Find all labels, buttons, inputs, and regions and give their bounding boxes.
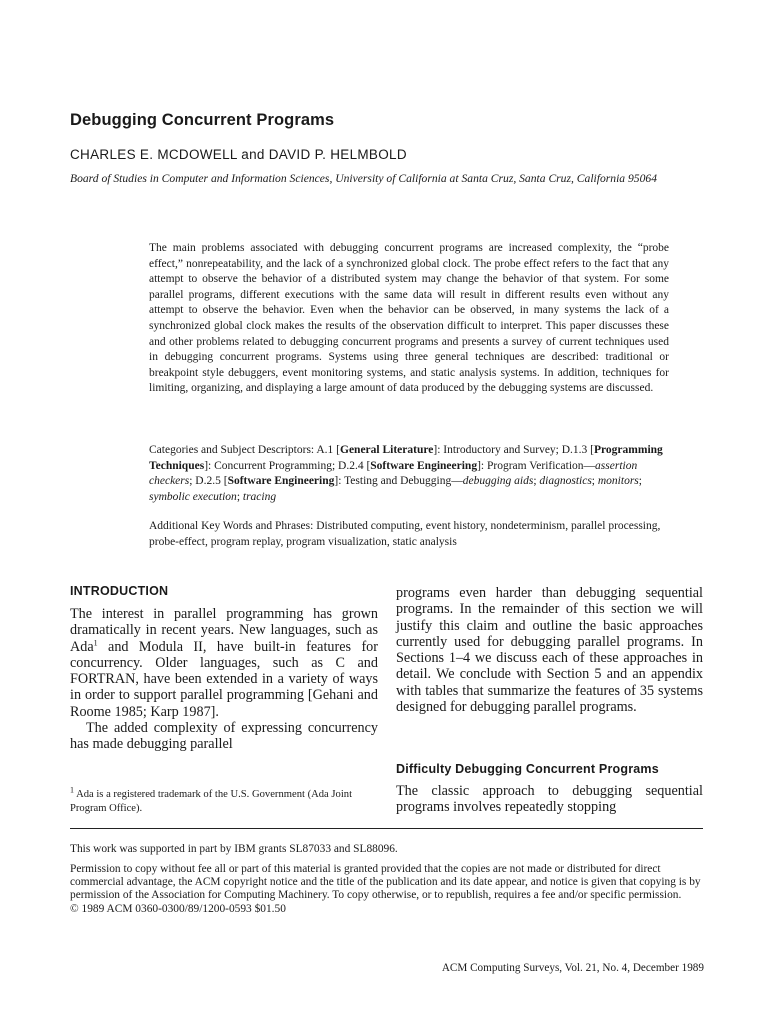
footnote-number: 1 xyxy=(70,785,74,795)
footnote-marker: 1 xyxy=(93,637,98,647)
categories-text-5: ]: Testing and Debugging— xyxy=(334,475,463,487)
category-assertion-checkers: assertion checkers xyxy=(149,459,638,487)
difficulty-heading: Difficulty Debugging Concurrent Programs xyxy=(396,762,659,776)
keywords: Additional Key Words and Phrases: Distributed computing, event history, nondeterminism, parallel processing, probe-effect, program replay, program visualization, static analysis xyxy=(149,520,661,548)
categories-text-2: ]: Concurrent Programming; D.2.4 [ xyxy=(204,459,371,472)
category-symbolic-execution: symbolic execution xyxy=(149,490,237,503)
introduction-heading: INTRODUCTION xyxy=(70,584,169,598)
difficulty-paragraph xyxy=(396,783,703,816)
divider-rule xyxy=(70,828,703,829)
category-programming-techniques: Programming Techniques xyxy=(149,444,663,472)
category-debugging-aids: debugging aids xyxy=(462,475,534,487)
author-affiliation: Board of Studies in Computer and Information Sciences, University of California at Santa Cruz, Santa Cruz, California 95064 xyxy=(70,172,657,185)
copyright-line: © 1989 ACM 0360-0300/89/1200-0593 $01.50 xyxy=(70,902,286,915)
journal-citation: ACM Computing Surveys, Vol. 21, No. 4, December 1989 xyxy=(441,962,704,974)
difficulty-text: The classic approach to debugging sequential programs involves repeatedly stopping xyxy=(396,783,703,816)
intro-paragraph-2: The added complexity of expressing concurrency has made debugging parallel xyxy=(70,720,378,753)
abstract: The main problems associated with debugging concurrent programs are increased complexity, the “probe effect,” nonrepeatability, and the lack of a synchronized global clock. The probe effect refers to the fact that any attempt to observe the behavior of a distributed system may change the behavior of that system. For some parallel programs, different executions with the same data will result in different results even without any attempt to observe the behavior. Even when the behavior can be observed, in many systems the lack of a synchronized global clock makes the results of the observation difficult to interpret. This paper discusses these and other problems related to debugging concurrent programs and presents a survey of current techniques used in debugging concurrent programs. Systems using three general techniques are described: traditional or breakpoint style debuggers, event monitoring systems, and static analysis systems. In addition, techniques for limiting, organizing, and displaying a large amount of data produced by the debugging systems are discussed. xyxy=(149,242,669,395)
paper-authors: CHARLES E. MCDOWELL and DAVID P. HELMBOLD xyxy=(70,147,407,162)
intro-paragraph-continued: programs even harder than debugging sequential programs. In the remainder of this section we will justify this claim and outline the basic approaches currently used for debugging parallel programs. In Sections 1–4 we discuss each of these approaches in detail. We conclude with Section 5 and an appendix with tables that summarize the features of 35 systems designed for debugging parallel programs. xyxy=(396,585,703,716)
permission-text: Permission to copy without fee all or part of this material is granted provided that the copies are not made or distributed for direct commercial advantage, the ACM copyright notice and the title of the publication and its date appear, and notice is given that copying is by permission of the Association for Computing Machinery. To copy otherwise, or to republish, requires a fee and/or specific permission. xyxy=(70,863,701,902)
footnote-text: Ada is a registered trademark of the U.S. Government (Ada Joint Program Office). xyxy=(70,789,353,814)
categories-sep-2: ; xyxy=(591,475,598,487)
category-software-engineering-2: Software Engineering xyxy=(227,475,335,487)
category-monitors: monitors xyxy=(597,475,639,487)
footnote xyxy=(70,785,380,815)
paper-title: Debugging Concurrent Programs xyxy=(70,111,335,129)
categories-sep-3: ; xyxy=(638,475,642,487)
intro-p1-text-a: The interest in parallel programming has grown dramatically in recent years. New languages, such as Ada xyxy=(70,606,378,655)
intro-p1-text-b: and Modula II, have built-in features for concurrency. Older languages, such as C and FORTRAN, have been extended in a variety of ways in order to support parallel programming [Gehani and Roome 1985; Karp 1987]. xyxy=(70,638,378,720)
categories-sep-1: ; xyxy=(533,475,540,487)
intro-left-column xyxy=(70,606,378,753)
categories-text-3: ]: Program Verification— xyxy=(477,459,596,472)
category-software-engineering-1: Software Engineering xyxy=(370,459,478,472)
category-diagnostics: diagnostics xyxy=(539,475,592,487)
support-note: This work was supported in part by IBM grants SL87033 and SL88096. xyxy=(70,843,398,855)
categories-text-1: ]: Introductory and Survey; D.1.3 [ xyxy=(433,444,595,456)
categories-descriptors xyxy=(149,443,669,505)
categories-lead: Categories and Subject Descriptors: A.1 [ xyxy=(149,444,340,456)
categories-text-4: ; D.2.5 [ xyxy=(189,475,228,487)
categories-sep-4: ; xyxy=(236,490,243,503)
intro-right-column xyxy=(396,585,703,715)
permission-notice xyxy=(70,863,704,916)
category-tracing: tracing xyxy=(242,490,277,503)
intro-paragraph-1 xyxy=(70,606,378,720)
category-general-literature: General Literature xyxy=(340,444,434,456)
